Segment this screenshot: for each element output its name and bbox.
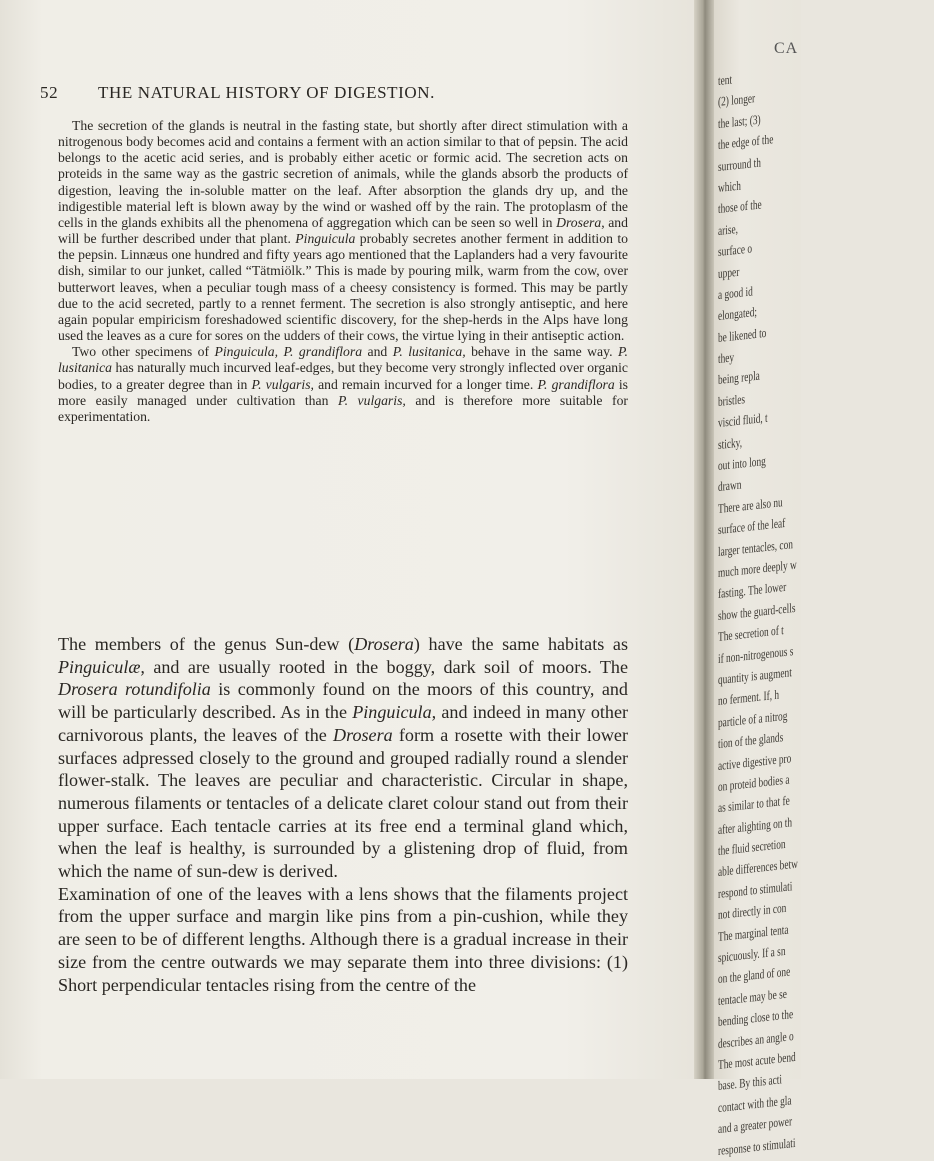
small-print-section: [58, 118, 628, 425]
facing-line: larger tentacles, con: [718, 535, 793, 559]
facing-line: able differences betw: [718, 856, 798, 880]
facing-line: surround th: [718, 154, 761, 174]
facing-line: tentacle may be se: [718, 985, 787, 1008]
facing-line: bending close to the: [718, 1006, 794, 1030]
facing-line: they: [718, 349, 735, 367]
facing-line: quantity is augment: [718, 664, 792, 687]
facing-page: [714, 0, 801, 1158]
facing-line: describes an angle o: [718, 1027, 794, 1051]
facing-line: The marginal tenta: [718, 921, 789, 944]
facing-line: sticky,: [718, 434, 743, 452]
page-number: 52: [40, 83, 59, 102]
facing-line: fasting. The lower: [718, 579, 787, 602]
facing-line: much more deeply w: [718, 556, 797, 580]
facing-line: contact with the gla: [718, 1092, 792, 1115]
running-title: THE NATURAL HISTORY OF DIGESTION.: [98, 83, 435, 102]
facing-page-header: CA: [774, 40, 799, 57]
facing-line: a good id: [718, 283, 753, 302]
large-paragraph-1: The members of the genus Sun-dew (Drosera) have the same habitats as Pinguiculæ, and are usually rooted in the boggy, dark soil of moors. The Drosera rotundifolia is commonly found on the moors of this country, and will be particularly described. As in the Pinguicula, and indeed in many other carnivorous plants, the leaves of the Drosera form a rosette with their lower surfaces adpressed closely to the ground and grouped radially round a slender flower-stalk. The leaves are peculiar and characteristic. Circular in shape, numerous filaments or tentacles of a delicate claret colour stand out from their upper surface. Each tentacle carries at its free end a terminal gland which, when the leaf is healthy, is surrounded by a glistening drop of fluid, from which the name of sun-dew is derived.: [58, 634, 629, 882]
facing-line: The secretion of t: [718, 622, 784, 645]
small-paragraph-2: Two other specimens of Pinguicula, P. grandiflora and P. lusitanica, behave in the same way. P. lusitanica has naturally much incurved leaf-edges, but they become very strongly inflected over organic bodies, to a greater degree than in P. vulgaris, and remain incurved for a longer time. P. grandiflora is more easily managed under cultivation than P. vulgaris, and is therefore more suitable for experimentation.: [58, 344, 628, 424]
facing-line: base. By this acti: [718, 1071, 782, 1094]
facing-line: surface of the leaf: [718, 515, 786, 538]
facing-line: surface o: [718, 240, 753, 260]
facing-line: (2) longer: [718, 90, 756, 110]
facing-line: on the gland of one: [718, 963, 791, 987]
facing-line: no ferment. If, h: [718, 686, 780, 709]
facing-line: be likened to: [718, 324, 767, 345]
facing-line: active digestive pro: [718, 749, 792, 773]
facing-line: being repla: [718, 368, 760, 388]
facing-line: upper: [718, 263, 740, 281]
facing-line: spicuously. If a sn: [718, 942, 786, 966]
facing-line: elongated;: [718, 304, 757, 324]
book-gutter: [694, 0, 714, 1079]
facing-line: response to stimulati: [718, 1134, 796, 1158]
large-print-section: [58, 633, 628, 996]
facing-line: There are also nu: [718, 494, 783, 516]
facing-line: the edge of the: [718, 131, 774, 153]
facing-line: particle of a nitrog: [718, 707, 788, 730]
facing-line: and a greater power: [718, 1113, 793, 1137]
large-paragraph-2: Examination of one of the leaves with a lens shows that the filaments project from the upper surface and margin like pins from a pin-cushion, while they are seen to be of different lengths. Although there is a gradual increase in their size from the centre outwards we may separate them into three divisions: (1) Short perpendicular tentacles rising from the centre of the: [58, 883, 628, 995]
facing-line: bristles: [718, 391, 746, 409]
facing-line: after alighting on th: [718, 813, 793, 837]
facing-line: arise,: [718, 220, 739, 238]
facing-line: viscid fluid, t: [718, 410, 768, 431]
facing-line: those of the: [718, 196, 762, 217]
facing-line: as similar to that fe: [718, 792, 790, 816]
facing-line: out into long: [718, 453, 766, 474]
facing-line: the last; (3): [718, 111, 761, 131]
facing-line: the fluid secretion: [718, 835, 786, 859]
facing-line: not directly in con: [718, 900, 787, 923]
facing-line: on proteid bodies a: [718, 771, 790, 794]
facing-line: if non-nitrogenous s: [718, 642, 794, 666]
facing-page-text: [718, 47, 934, 1161]
facing-line: drawn: [718, 476, 742, 495]
facing-line: which: [718, 177, 741, 195]
facing-line: respond to stimulati: [718, 878, 793, 901]
facing-line: show the guard-cells: [718, 599, 796, 623]
small-paragraph-1: The secretion of the glands is neutral in the fasting state, but shortly after direct stimulation with a nitrogenous body becomes acid and contains a ferment with an action similar to that of pepsin. The acid belongs to the acetic acid series, and is probably either acetic or formic acid. The secretion acts on proteids in the same way as the gastric secretion of animals, while the glands absorb the products of digestion, leaving the in-soluble matter on the leaf. After absorption the glands dry up, and the indigestible material left is blown away by the wind or washed off by the rain. The protoplasm of the cells in the glands exhibits all the phenomena of aggregation which can be seen so well in Drosera, and will be further described under that plant. Pinguicula probably secretes another ferment in addition to the pepsin. Linnæus one hundred and fifty years ago mentioned that the Laplanders had a very favourite dish, similar to our junket, called “Tätmiölk.” This is made by pouring milk, warm from the cow, over butterwort leaves, when a peculiar tough mass of a cheesy consistency is formed. This may be partly due to the acid secreted, partly to a rennet ferment. The secretion is also strongly antiseptic, and here again popular empiricism foreshadowed scientific discovery, for the shep-herds in the Alps have long used the leaves as a cure for sores on the udders of their cows, the virtue lying in their antiseptic action.: [58, 118, 628, 344]
facing-line: tion of the glands: [718, 729, 784, 752]
facing-line: The most acute bend: [718, 1048, 796, 1072]
facing-line: tent: [718, 71, 733, 88]
